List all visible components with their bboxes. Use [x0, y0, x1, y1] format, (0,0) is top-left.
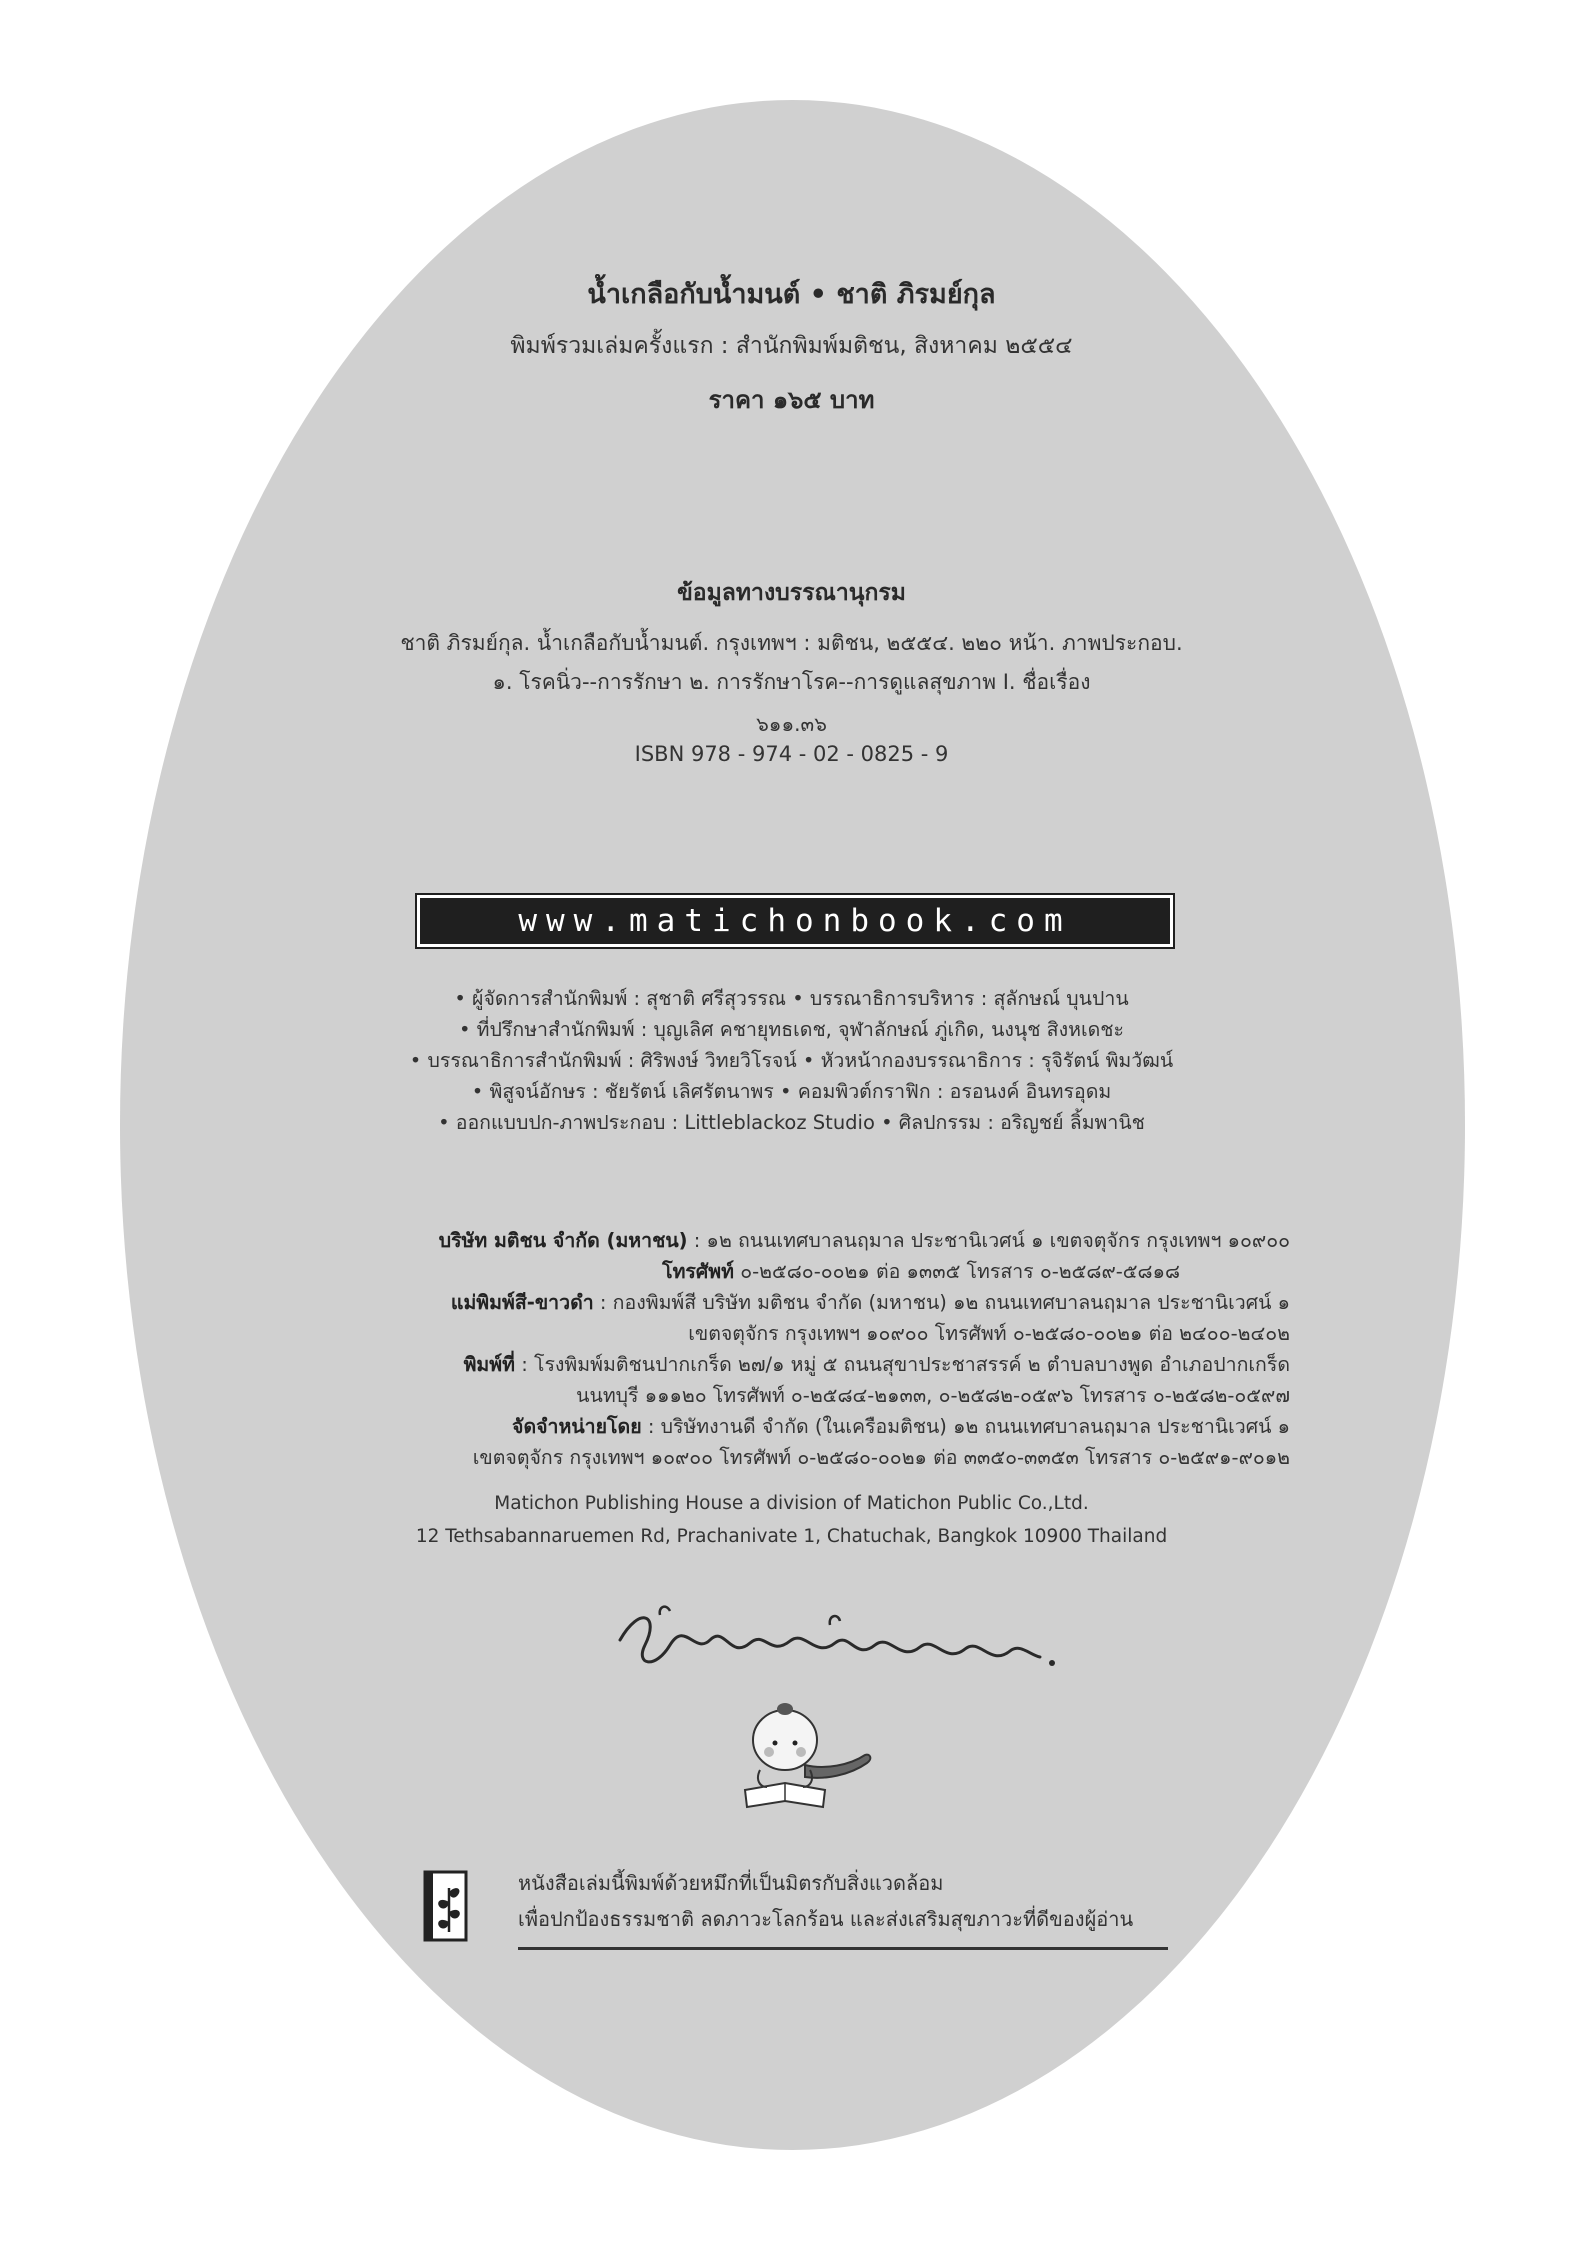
staff-line: • ออกแบบปก-ภาพประกอบ : Littleblackoz Studio • ศิลปกรรม : อริญชย์ ลิ้มพานิช: [438, 1111, 1145, 1134]
catalog-line-2: ๑. โรคนิ่ว--การรักษา ๒. การรักษาโรค--การดูแลสุขภาพ I. ชื่อเรื่อง: [492, 670, 1091, 694]
publisher-dist-cont: เขตจตุจักร กรุงเทพฯ ๑๐๙๐๐ โทรศัพท์ ๐-๒๕๘๐-๐๐๒๑ ต่อ ๓๓๕๐-๓๓๕๓ โทรสาร ๐-๒๕๙๑-๙๐๑๒: [472, 1446, 1290, 1469]
publisher-plate-cont: เขตจตุจักร กรุงเทพฯ ๑๐๙๐๐ โทรศัพท์ ๐-๒๕๘๐-๐๐๒๑ ต่อ ๒๔๐๐-๒๔๐๒: [688, 1322, 1290, 1345]
book-title: น้ำเกลือกับน้ำมนต์ • ชาติ ภิรมย์กุล: [587, 279, 996, 310]
publisher-company-text: : ๑๒ ถนนเทศบาลนฤมาล ประชานิเวศน์ ๑ เขตจตุจักร กรุงเทพฯ ๑๐๙๐๐: [687, 1229, 1290, 1252]
website-banner[interactable]: www.matichonbook.com: [417, 895, 1173, 947]
staff-line: • บรรณาธิการสำนักพิมพ์ : ศิริพงษ์ วิทยวิโรจน์ • หัวหน้ากองบรรณาธิการ : รุจิรัตน์ พิมวัฒน์: [409, 1049, 1174, 1072]
price: ราคา ๑๖๕ บาท: [708, 386, 875, 414]
english-line-1: Matichon Publishing House a division of Matichon Public Co.,Ltd.: [494, 1493, 1089, 1514]
staff-credits: [0, 983, 1583, 1138]
publisher-plate-label: แม่พิมพ์สี-ขาวดำ: [450, 1291, 594, 1314]
publisher-plate-text: : กองพิมพ์สี บริษัท มติชน จำกัด (มหาชน) ๑๒ ถนนเทศบาลนฤมาล ประชานิเวศน์ ๑: [593, 1291, 1290, 1314]
eco-book-leaf-icon: [423, 1870, 468, 1942]
publisher-phone-text: ๐-๒๕๘๐-๐๐๒๑ ต่อ ๑๓๓๕ โทรสาร ๐-๒๕๘๙-๕๘๑๘: [734, 1260, 1180, 1283]
publisher-dist-label: จัดจำหน่ายโดย: [512, 1415, 642, 1438]
publisher-signature: [600, 1585, 1080, 1695]
eco-statement: [518, 1865, 1133, 1937]
publisher-company-label: บริษัท มติชน จำกัด (มหาชน): [438, 1229, 688, 1252]
catalog-classification: ๖๑๑.๓๖: [756, 712, 827, 736]
publisher-print-text: : โรงพิมพ์มติชนปากเกร็ด ๒๗/๑ หมู่ ๕ ถนนสุขาประชาสรรค์ ๒ ตำบลบางพูด อำเภอปากเกร็ด: [515, 1353, 1290, 1376]
eco-line-2: เพื่อปกป้องธรรมชาติ ลดภาวะโลกร้อน และส่งเสริมสุขภาวะที่ดีของผู้อ่าน: [518, 1907, 1134, 1931]
publisher-phone-label: โทรศัพท์: [662, 1260, 734, 1283]
publisher-info: [260, 1225, 1290, 1473]
publisher-dist-text: : บริษัทงานดี จำกัด (ในเครือมติชน) ๑๒ ถนนเทศบาลนฤมาล ประชานิเวศน์ ๑: [641, 1415, 1290, 1438]
english-line-2: 12 Tethsabannaruemen Rd, Prachanivate 1, Chatuchak, Bangkok 10900 Thailand: [415, 1526, 1168, 1547]
staff-line: • ที่ปรึกษาสำนักพิมพ์ : บุญเลิศ คชายุทธเดช, จุฬาลักษณ์ ภู่เกิด, นงนุช สิงหเดชะ: [458, 1018, 1124, 1041]
catalog-line-1: ชาติ ภิรมย์กุล. น้ำเกลือกับน้ำมนต์. กรุงเทพฯ : มติชน, ๒๕๕๔. ๒๒๐ หน้า. ภาพประกอบ.: [400, 631, 1183, 655]
eco-underline: [518, 1947, 1168, 1950]
publisher-print-cont: นนทบุรี ๑๑๑๒๐ โทรศัพท์ ๐-๒๕๘๔-๒๑๓๓, ๐-๒๕๘๒-๐๕๙๖ โทรสาร ๐-๒๕๘๒-๐๕๙๗: [576, 1384, 1290, 1407]
eco-line-1: หนังสือเล่มนี้พิมพ์ด้วยหมึกที่เป็นมิตรกับสิ่งแวดล้อม: [518, 1871, 944, 1895]
publisher-phone: [260, 1256, 1290, 1287]
publisher-printer: [260, 1349, 1290, 1380]
catalog-heading: ข้อมูลทางบรรณานุกรม: [677, 580, 906, 606]
staff-line: • ผู้จัดการสำนักพิมพ์ : สุชาติ ศรีสุวรรณ • บรรณาธิการบริหาร : สุลักษณ์ บุนปาน: [454, 987, 1129, 1010]
english-address: [0, 1487, 1583, 1553]
publisher-distributor: [260, 1411, 1290, 1442]
publisher-print-label: พิมพ์ที่: [463, 1353, 515, 1376]
staff-line: • พิสูจน์อักษร : ชัยรัตน์ เลิศรัตนาพร • คอมพิวต์กราฟิก : อรอนงค์ อินทรอุดม: [471, 1080, 1112, 1103]
isbn: ISBN 978 - 974 - 02 - 0825 - 9: [634, 742, 949, 766]
edition-info: พิมพ์รวมเล่มครั้งแรก : สำนักพิมพ์มติชน, สิงหาคม ๒๕๕๔: [510, 333, 1073, 359]
mascot-reading-illustration: [705, 1695, 875, 1820]
publisher-plate: [260, 1287, 1290, 1318]
publisher-company: [260, 1225, 1290, 1256]
